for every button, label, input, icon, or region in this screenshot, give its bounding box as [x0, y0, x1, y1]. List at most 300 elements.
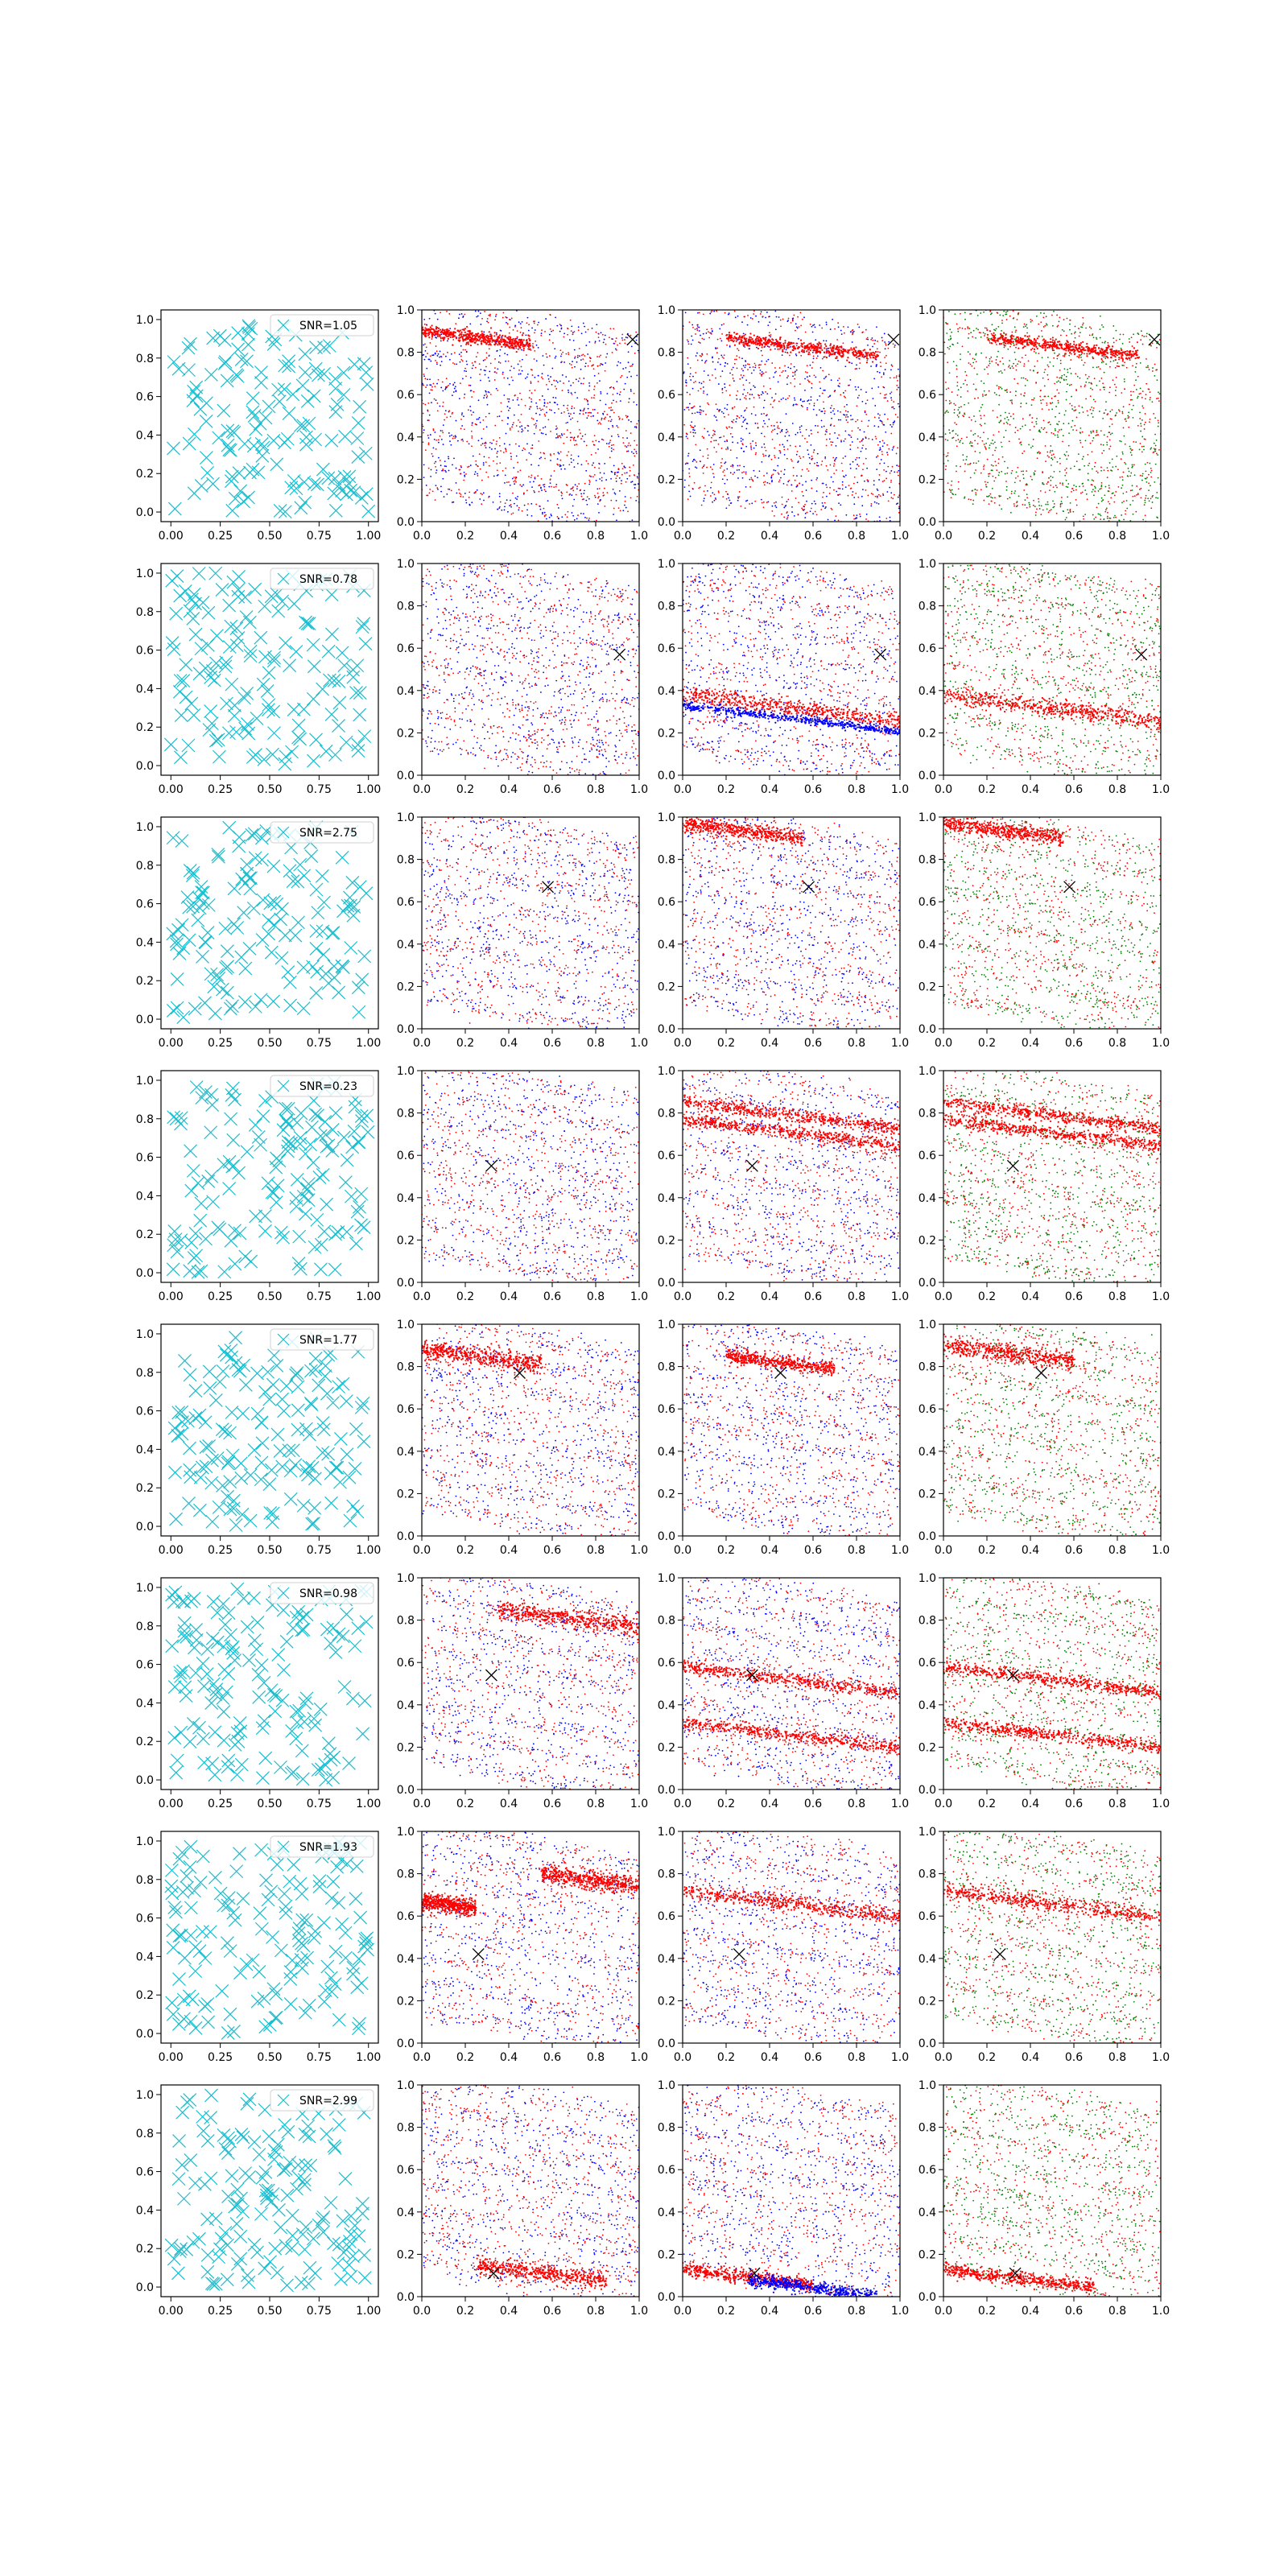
scatter-point [535, 504, 537, 506]
scatter-point [897, 472, 898, 473]
scatter-point [802, 485, 803, 486]
scatter-point [1095, 517, 1096, 518]
scatter-point [630, 470, 631, 472]
scatter-point [1050, 445, 1051, 447]
scatter-point [1150, 507, 1152, 509]
scatter-point [977, 299, 979, 300]
scatter-point [975, 492, 976, 493]
scatter-point [766, 482, 768, 484]
dense-band-point [754, 342, 756, 344]
scatter-point [572, 437, 573, 439]
scatter-point [718, 411, 720, 412]
scatter-point [833, 489, 835, 491]
scatter-point [745, 473, 747, 475]
scatter-point [683, 298, 684, 299]
scatter-point [707, 431, 708, 432]
snr-marker [246, 392, 259, 405]
scatter-point [815, 503, 816, 505]
scatter-point [572, 406, 573, 407]
scatter-point [436, 440, 437, 441]
scatter-point [798, 502, 799, 503]
scatter-point [508, 481, 510, 483]
scatter-point [532, 448, 534, 449]
scatter-point [449, 359, 451, 361]
scatter-point [873, 484, 875, 485]
scatter-point [497, 369, 498, 370]
scatter-point [983, 469, 985, 470]
scatter-point [461, 414, 463, 415]
scatter-point [980, 437, 981, 439]
scatter-point [809, 403, 811, 405]
scatter-point [737, 348, 738, 349]
scatter-point [763, 413, 765, 415]
scatter-point [1030, 447, 1032, 448]
scatter-point [810, 444, 811, 446]
scatter-point [614, 474, 616, 476]
scatter-point [801, 507, 803, 509]
scatter-point [611, 472, 613, 473]
scatter-point [820, 367, 822, 369]
scatter-point [1066, 376, 1067, 378]
dense-band-point [784, 342, 786, 344]
scatter-point [736, 355, 737, 357]
scatter-point [690, 367, 691, 369]
snr-marker [270, 458, 283, 471]
dense-band-point [793, 342, 795, 344]
scatter-point [526, 510, 528, 511]
scatter-point [724, 461, 726, 463]
scatter-point [531, 328, 533, 329]
scatter-point [690, 425, 691, 427]
scatter-point [435, 466, 436, 468]
scatter-point [584, 365, 586, 367]
scatter-point [829, 394, 831, 396]
scatter-point [566, 491, 568, 493]
scatter-point [700, 335, 701, 336]
dense-band-point [782, 343, 784, 345]
scatter-point [869, 522, 870, 524]
scatter-point [774, 428, 775, 430]
scatter-point [624, 473, 625, 474]
scatter-point [594, 474, 596, 476]
scatter-point [452, 362, 454, 364]
scatter-point [535, 390, 536, 391]
scatter-point [1056, 377, 1058, 378]
scatter-point [636, 444, 638, 446]
scatter-point [795, 480, 796, 481]
scatter-point [778, 450, 780, 452]
scatter-point [518, 321, 520, 323]
scatter-point [707, 402, 708, 404]
scatter-point [630, 390, 632, 392]
scatter-point [893, 401, 894, 402]
scatter-point [763, 506, 765, 508]
scatter-point [980, 415, 981, 416]
scatter-point [727, 448, 729, 450]
scatter-point [704, 362, 706, 364]
scatter-point [988, 476, 989, 477]
scatter-point [478, 440, 480, 441]
scatter-point [448, 300, 449, 302]
scatter-point [877, 348, 878, 349]
scatter-point [852, 419, 853, 420]
snr-marker [353, 400, 366, 413]
scatter-point [1076, 356, 1078, 357]
scatter-point [1061, 497, 1063, 498]
scatter-point [595, 440, 597, 442]
scatter-point [708, 455, 709, 456]
scatter-point [689, 376, 691, 378]
scatter-point [425, 449, 427, 451]
scatter-point [786, 432, 787, 434]
scatter-point [853, 518, 855, 520]
scatter-point [625, 367, 627, 369]
scatter-point [599, 356, 601, 357]
scatter-point [876, 365, 877, 366]
scatter-point [571, 325, 572, 327]
dense-band-point [514, 341, 516, 343]
scatter-point [711, 481, 712, 483]
snr-marker [246, 406, 259, 419]
snr-marker [318, 341, 331, 354]
scatter-point [560, 437, 562, 439]
scatter-point [543, 486, 545, 488]
scatter-point [896, 375, 898, 377]
scatter-point [803, 316, 805, 318]
scatter-point [460, 496, 461, 497]
scatter-point [1154, 375, 1155, 377]
scatter-point [794, 515, 795, 517]
scatter-point [775, 506, 777, 508]
scatter-point [852, 330, 853, 332]
scatter-point [619, 394, 621, 395]
x-tick-label: 0.6 [804, 530, 822, 543]
scatter-point [623, 389, 625, 390]
scatter-point [570, 413, 572, 415]
scatter-point [755, 452, 757, 454]
scatter-point [494, 448, 496, 450]
scatter-point [531, 486, 533, 488]
dense-band-point [498, 336, 500, 338]
scatter-point [704, 300, 706, 302]
scatter-point [424, 344, 426, 345]
scatter-point [530, 481, 531, 483]
scatter-point [877, 489, 878, 490]
scatter-point [444, 413, 446, 415]
scatter-point [609, 442, 611, 444]
scatter-point [543, 453, 545, 455]
scatter-point [423, 413, 424, 415]
scatter-point [496, 444, 497, 445]
scatter-point [785, 506, 786, 507]
scatter-point [564, 514, 566, 516]
dense-band-point [779, 338, 781, 340]
scatter-point [879, 372, 881, 374]
scatter-point [774, 455, 775, 456]
scatter-point [722, 392, 724, 394]
scatter-point [1046, 374, 1048, 376]
scatter-point [621, 483, 622, 485]
dense-band-point [466, 326, 468, 328]
scatter-point [484, 394, 485, 396]
scatter-point [1046, 483, 1048, 485]
scatter-point [1139, 449, 1141, 451]
scatter-point [1119, 339, 1121, 341]
scatter-point [561, 495, 563, 497]
scatter-point [865, 411, 866, 412]
scatter-point [692, 327, 694, 328]
scatter-point [1121, 441, 1122, 443]
scatter-point [688, 409, 690, 411]
scatter-point [784, 469, 786, 471]
scatter-point [699, 411, 700, 413]
scatter-point [630, 481, 632, 483]
scatter-point [577, 355, 579, 357]
scatter-point [834, 460, 836, 462]
scatter-point [512, 478, 514, 480]
scatter-point [614, 473, 616, 474]
axes-frame [422, 310, 639, 522]
scatter-point [602, 334, 604, 336]
scatter-point [636, 526, 638, 528]
scatter-point [553, 453, 555, 455]
scatter-point [440, 436, 441, 437]
scatter-point [775, 502, 777, 503]
scatter-point [488, 477, 489, 478]
dense-band-point [769, 340, 770, 341]
scatter-point [445, 304, 447, 306]
scatter-point [712, 430, 714, 431]
scatter-point [947, 361, 948, 363]
scatter-point [449, 328, 451, 329]
scatter-point [798, 514, 799, 515]
scatter-point [1051, 509, 1052, 510]
dense-band-point [481, 331, 482, 332]
scatter-point [531, 515, 533, 517]
scatter-point [724, 440, 726, 442]
dense-band-point [528, 346, 530, 348]
scatter-point [866, 525, 868, 526]
scatter-point [509, 505, 510, 506]
scatter-point [811, 387, 812, 389]
scatter-point [604, 411, 605, 412]
dense-band-point [472, 332, 473, 334]
scatter-point [1067, 496, 1068, 497]
scatter-point [1140, 488, 1141, 489]
scatter-point [588, 403, 589, 405]
scatter-point [446, 493, 448, 495]
scatter-point [760, 313, 762, 315]
snr-marker [360, 488, 373, 501]
scatter-point [774, 349, 776, 350]
scatter-point [425, 386, 427, 388]
scatter-point [502, 470, 504, 472]
scatter-point [1022, 474, 1024, 476]
scatter-point [422, 354, 423, 356]
scatter-point [877, 426, 879, 427]
scatter-point [811, 480, 812, 481]
scatter-point [884, 394, 886, 396]
scatter-point [1023, 477, 1025, 479]
scatter-point [574, 392, 576, 394]
scatter-point [1108, 490, 1110, 492]
scatter-point [586, 460, 588, 462]
scatter-point [723, 323, 724, 324]
scatter-point [628, 361, 630, 363]
scatter-point [456, 493, 457, 494]
x-tick-label: 0.4 [761, 530, 778, 543]
scatter-point [845, 514, 847, 516]
scatter-point [871, 493, 873, 494]
scatter-point [551, 368, 553, 369]
legend-label: SNR=1.05 [299, 320, 357, 332]
scatter-point [521, 366, 522, 368]
scatter-point [724, 469, 725, 471]
scatter-point [884, 525, 886, 526]
scatter-point [469, 406, 471, 407]
scatter-point [990, 303, 992, 304]
scatter-point [442, 382, 444, 383]
scatter-point [704, 497, 705, 499]
scatter-point [436, 448, 437, 450]
scatter-point [472, 362, 473, 364]
scatter-point [423, 295, 424, 297]
scatter-point [539, 399, 540, 401]
scatter-point [545, 434, 547, 436]
scatter-point [774, 448, 775, 449]
scatter-point [521, 431, 522, 433]
scatter-point [709, 313, 711, 315]
scatter-point [579, 429, 580, 431]
dense-band-point [506, 341, 508, 343]
snr-marker [299, 431, 312, 444]
scatter-point [521, 398, 522, 400]
dense-band-point [516, 336, 518, 338]
scatter-point [811, 433, 812, 435]
scatter-point [576, 518, 578, 519]
scatter-point [766, 473, 768, 474]
scatter-point [535, 329, 536, 331]
scatter-point [725, 448, 727, 450]
scatter-point [588, 498, 590, 500]
scatter-point [877, 371, 878, 373]
scatter-point [1098, 490, 1100, 492]
scatter-point [505, 468, 506, 469]
scatter-point [878, 417, 880, 419]
dense-band-point [835, 348, 836, 349]
scatter-point [436, 485, 437, 486]
scatter-point [1067, 318, 1068, 320]
scatter-point [702, 354, 704, 356]
scatter-point [572, 382, 574, 384]
dense-band-point [824, 352, 825, 353]
dense-band-point [802, 349, 803, 351]
scatter-point [635, 500, 637, 502]
scatter-point [530, 398, 532, 400]
scatter-point [1095, 401, 1096, 402]
scatter-point [816, 464, 818, 466]
scatter-point [787, 375, 789, 377]
scatter-point [874, 340, 876, 341]
scatter-point [515, 497, 517, 499]
dense-band-point [829, 345, 831, 346]
scatter-point [1129, 471, 1130, 473]
scatter-point [758, 427, 759, 429]
dense-band-point [803, 342, 805, 344]
scatter-point [1109, 503, 1111, 505]
scatter-point [809, 457, 811, 459]
scatter-point [567, 485, 568, 486]
scatter-point [454, 437, 456, 439]
scatter-point [973, 330, 975, 332]
scatter-point [719, 437, 720, 439]
scatter-point [444, 305, 445, 307]
scatter-point [488, 457, 489, 459]
dense-band-point [819, 352, 821, 353]
scatter-point [470, 410, 472, 411]
scatter-point [513, 481, 514, 482]
scatter-point [576, 485, 578, 487]
snr-marker [316, 463, 329, 476]
scatter-point [502, 420, 503, 422]
scatter-point [620, 391, 621, 393]
scatter-point [761, 311, 762, 312]
scatter-point [587, 496, 588, 497]
dense-band-point [469, 332, 471, 334]
scatter-point [1059, 382, 1061, 383]
scatter-point [877, 413, 879, 415]
scatter-point [731, 427, 733, 429]
scatter-point [562, 497, 564, 499]
scatter-point [431, 296, 433, 298]
scatter-point [961, 299, 963, 300]
scatter-point [724, 483, 725, 485]
scatter-point [429, 392, 431, 394]
scatter-point [534, 424, 535, 426]
scatter-point [436, 399, 437, 401]
scatter-point [455, 390, 456, 392]
scatter-point [1131, 489, 1133, 491]
scatter-point [850, 468, 852, 469]
scatter-point [945, 469, 947, 470]
dense-band-point [475, 341, 477, 343]
scatter-point [969, 313, 971, 315]
scatter-point [591, 454, 592, 456]
scatter-point [455, 386, 456, 387]
scatter-point [850, 488, 852, 489]
scatter-point [432, 456, 434, 457]
scatter-point [518, 419, 519, 421]
scatter-point [1007, 467, 1009, 469]
scatter-point [440, 387, 442, 389]
scatter-point [560, 469, 562, 470]
scatter-point [573, 499, 575, 501]
scatter-point [432, 447, 434, 448]
scatter-point [626, 446, 628, 448]
snr-marker [200, 397, 213, 410]
scatter-point [460, 473, 461, 475]
scatter-point [730, 308, 732, 309]
scatter-point [583, 493, 584, 494]
scatter-point [486, 352, 488, 353]
scatter-point [537, 475, 539, 477]
scatter-point [534, 477, 535, 478]
scatter-point [703, 437, 704, 439]
scatter-point [592, 464, 593, 466]
scatter-point [484, 311, 485, 312]
snr-marker [361, 378, 374, 390]
scatter-point [423, 402, 424, 404]
